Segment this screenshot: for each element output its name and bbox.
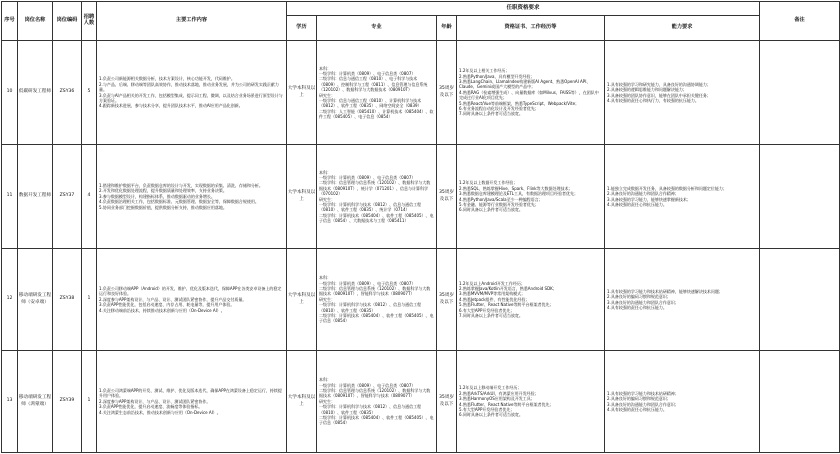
cell-age: 35周岁及以下 xyxy=(437,351,457,453)
cell-major: 本科： 一级学科：计算机类（0809）、电子信息类（0807） 二级学科：信息管理与信息系统（120102）、数据科学与大数据技术（080910T）、智能科学与技术（080907T） 研究生： 一级学科：计算机科学与技术（0812）、信息与通信工程（0810）、软件工程（0835） 二级学科：计算机技术（085404）、软件工程（085405）、电子信息（0854） xyxy=(317,351,437,453)
cell-position: 移动端研发工程师（鸿蒙端） xyxy=(18,351,53,453)
cell-count: 4 xyxy=(82,145,97,249)
cell-code: ZSY36 xyxy=(53,41,82,145)
cell-cert: 1.2年及以上数据开发工作经验； 2.熟悉SQL，熟练掌握Hive、Spark、Flink等大数据处理技术； 3.熟悉数据仓库建模理论及ETL工具，有数据治理项目经验者优先； 4.熟悉Python/Java/Scala至少一种编程语言； 5.有金融、能源等行业数据开发经验者优先； 6.同时具备以上条件者可适当放宽。 xyxy=(457,145,605,249)
cell-education: 大学本科及以上 xyxy=(287,145,317,249)
header-major: 专业 xyxy=(317,16,437,41)
cell-seq: 10 xyxy=(2,41,18,145)
header-education: 学历 xyxy=(287,16,317,41)
header-age: 年龄 xyxy=(437,16,457,41)
cell-code: ZSY39 xyxy=(53,351,82,453)
cell-cert: 1.2年及以上相关工作经历； 2.熟悉Python/Java，具有模型开发经验； 3.熟悉LangChain、LlamaIndex构建新版AI Agent、熟悉OpenAI API、Claude、Gemini或国产大模型的产品中； 4.熟悉RAG（检索增强生成）、向量数据库（如Milvus、FAISS等），在团队中完成过行业AI化项目优先； 5.熟悉React/Vue等前端框架，熟悉TypeScript、Webpack/Vite； 6.有业务流程自动化设计及开发经验者优先； 7.同时具备以上条件者可适当放宽。 xyxy=(457,41,605,145)
cell-cert: 1.2年及以上移动端开发工作经历； 2.熟悉ArkTS/ArkUI，有鸿蒙应用开发经验； 3.熟悉HarmonyOS应用架构及开发工具； 4.熟悉Flutter、React Native等跨平台框架者优先； 5.有大型APP开发经验者优先； 6.同时具备以上条件者可适当放宽。 xyxy=(457,351,605,453)
cell-cert: 1.2年及以上Android开发工作经历； 2.熟练掌握Java/Kotlin开发语言，熟悉Android SDK； 3.熟悉MVVM/MVP等常用架构模式； 4.熟悉Jetpack组件，有性能优化经验； 5.熟悉Flutter、React Native等跨平台框架者优先； 6.有大型APP开发经验者优先； 7.同时具备以上条件者可适当放宽。 xyxy=(457,249,605,351)
cell-remarks xyxy=(760,351,840,453)
cell-duties: 1.负责公司移动端APP（Android）的开发、维护、优化及版本迭代，保障APP在各类安卓设备上的稳定运行和良好体验。 2.深度参与APP架构设计，与产品、设计、测试团队紧密协作，提升产品交付质量。 3.负责APP性能优化，包括启动速度、内存占用、耗电量等，提升用户体验。 4.关注移动端前沿技术，持续推动技术创新与应用（On-Device AI）。 xyxy=(97,249,287,351)
cell-seq: 11 xyxy=(2,145,18,249)
cell-major: 本科： 一级学科：计算机类（0809）、电子信息类（0807） 二级学科：信息管理与信息系统（120102）、数据科学与大数据技术（080910T）、智能科学与技术（080907T） 研究生： 一级学科：计算机科学与技术（0812）、信息与通信工程（0810）、软件工程（0835） 二级学科：计算机技术（085404）、软件工程（085405）、电子信息（0854） xyxy=(317,249,437,351)
cell-duties: 1.负责公司新能源相关数据分析，技术方案设计，核心功能开发，代码维护。 2.与产品、后端、移动端等团队高效协作，推动技术落地，推动业务发展，并为公司的研发实践贡献力量。 3.负责与AI产品相关的开发工作，包括模型集成、提示词工程、微调，以及结合业务场景进行原型设计与方案验证。 4.跟踪新技术进展，参与技术分享，提升团队技术水平，推动AI应用产品化创新。 xyxy=(97,41,287,145)
cell-count: 1 xyxy=(82,351,97,453)
table-row xyxy=(2,249,840,351)
cell-count: 1 xyxy=(82,249,97,351)
cell-major: 本科： 一级学科：计算机类（0809）、电子信息类（0807） 二级学科：信息与通信工程（0810）、电子科学与技术（0809）、控制科学与工程（0811）、信息管理与信息系统（120102）、数据科学与大数据技术（080910T） 研究生： 一级学科：信息与通信工程（0810）、计算机科学与技术（0812）、软件工程（0835）、网络空间安全（0839） 二级学科：人工智能（085410）、计算机技术（085404）、软件工程（085405）、电子信息（0854） xyxy=(317,41,437,145)
cell-education: 大学本科及以上 xyxy=(287,41,317,145)
cell-remarks xyxy=(760,249,840,351)
cell-major: 本科： 一级学科：计算机类（0809）、电子信息类（0807） 二级学科：信息管理与信息系统（120102）、数据科学与大数据技术（080910T）、统计学（071201）、信息与计算科学（070102） 研究生： 一级学科：计算机科学与技术（0812）、信息与通信工程（0810）、软件工程（0835）、统计学（0714） 二级学科：计算机技术（085404）、软件工程（085405）、电子信息（0854）、大数据技术与工程（085411） xyxy=(317,145,437,249)
cell-position: 数据开发工程师 xyxy=(18,145,53,249)
cell-code: ZSY38 xyxy=(53,249,82,351)
cell-position: 低碳研发工程师 xyxy=(18,41,53,145)
header-cert: 资格证书、工作经历等 xyxy=(457,16,605,41)
cell-age: 35周岁及以下 xyxy=(437,41,457,145)
cell-education: 大学本科及以上 xyxy=(287,249,317,351)
header-requirements-group: 任职资格要求 xyxy=(287,2,760,16)
cell-seq: 12 xyxy=(2,249,18,351)
cell-education: 大学本科及以上 xyxy=(287,351,317,453)
cell-ability: 1.能独立完成数据开发任务，具备较强的数据分析和问题定位能力； 2.具备良好的沟通能力和团队合作精神； 3.具备较强的学习能力，能够快速掌握新技术； 4.具备较强的责任心和抗压能力。 xyxy=(605,145,760,249)
table-row xyxy=(2,145,840,249)
cell-seq: 13 xyxy=(2,351,18,453)
cell-ability: 1.具有较强的学习能力和技术钻研精神； 2.具备良好的编码习惯和规范意识； 3.具备良好的沟通能力和团队合作意识； 4.具有较强的责任心和抗压能力。 xyxy=(605,351,760,453)
header-remarks: 备注 xyxy=(760,2,840,41)
header-duties: 主要工作内容 xyxy=(97,2,287,41)
cell-code: ZSY37 xyxy=(53,145,82,249)
header-count: 招聘人数 xyxy=(82,2,97,41)
cell-remarks xyxy=(760,145,840,249)
header-position: 岗位名称 xyxy=(18,2,53,41)
header-seq: 序号 xyxy=(2,2,18,41)
table-row xyxy=(2,41,840,145)
cell-age: 35周岁及以下 xyxy=(437,145,457,249)
cell-ability: 1.具有较强的学习和研究能力，具备良好的沟通协调能力； 2.具备较强的逻辑思维能力和问题解决能力； 3.具备较强的团队协作意识，能够在团队中承担关键任务； 4.具有较强的责任心和执行力，有较强的抗压能力。 xyxy=(605,41,760,145)
cell-position: 移动端研发工程师（安卓端） xyxy=(18,249,53,351)
cell-count: 5 xyxy=(82,41,97,145)
cell-duties: 1.搭建和维护数据平台，负责数据仓库的设计与开发，实现数据的采集、清洗、存储和分析。 2.开发和优化数据处理流程，提升数据质量和处理效率，支持业务决策。 3.参与数据模型设计，构建指标体系，推动数据驱动的业务增长。 4.负责数据治理相关工作，包括数据标准、元数据管理、数据安全等，保障数据合规使用。 5.协同业务部门挖掘数据价值，提供数据分析支持，推动数据应用落地。 xyxy=(97,145,287,249)
header-ability: 能力要求 xyxy=(605,16,760,41)
recruitment-table xyxy=(1,1,840,453)
header-code: 岗位编码 xyxy=(53,2,82,41)
cell-remarks xyxy=(760,41,840,145)
table-row xyxy=(2,351,840,453)
cell-duties: 1.负责公司鸿蒙端APP的开发、测试、维护、优化及版本迭代，确保APP在鸿蒙设备上稳定运行，持续提升用户体验。 2.深度参与APP架构设计，与产品、设计、测试团队紧密协作。 3.负责APP性能优化，提升启动速度、流畅度等体验指标。 4.关注鸿蒙生态前沿技术，推动技术创新与应用（On-Device AI）。 xyxy=(97,351,287,453)
cell-age: 35周岁及以下 xyxy=(437,249,457,351)
cell-ability: 1.具有较强的学习能力和技术钻研精神，能够快速解决技术问题； 2.具备良好的编码习惯和规范意识； 3.具备良好的沟通能力和团队合作意识； 4.具有较强的责任心和抗压能力。 xyxy=(605,249,760,351)
recruitment-table-sheet xyxy=(1,1,805,452)
